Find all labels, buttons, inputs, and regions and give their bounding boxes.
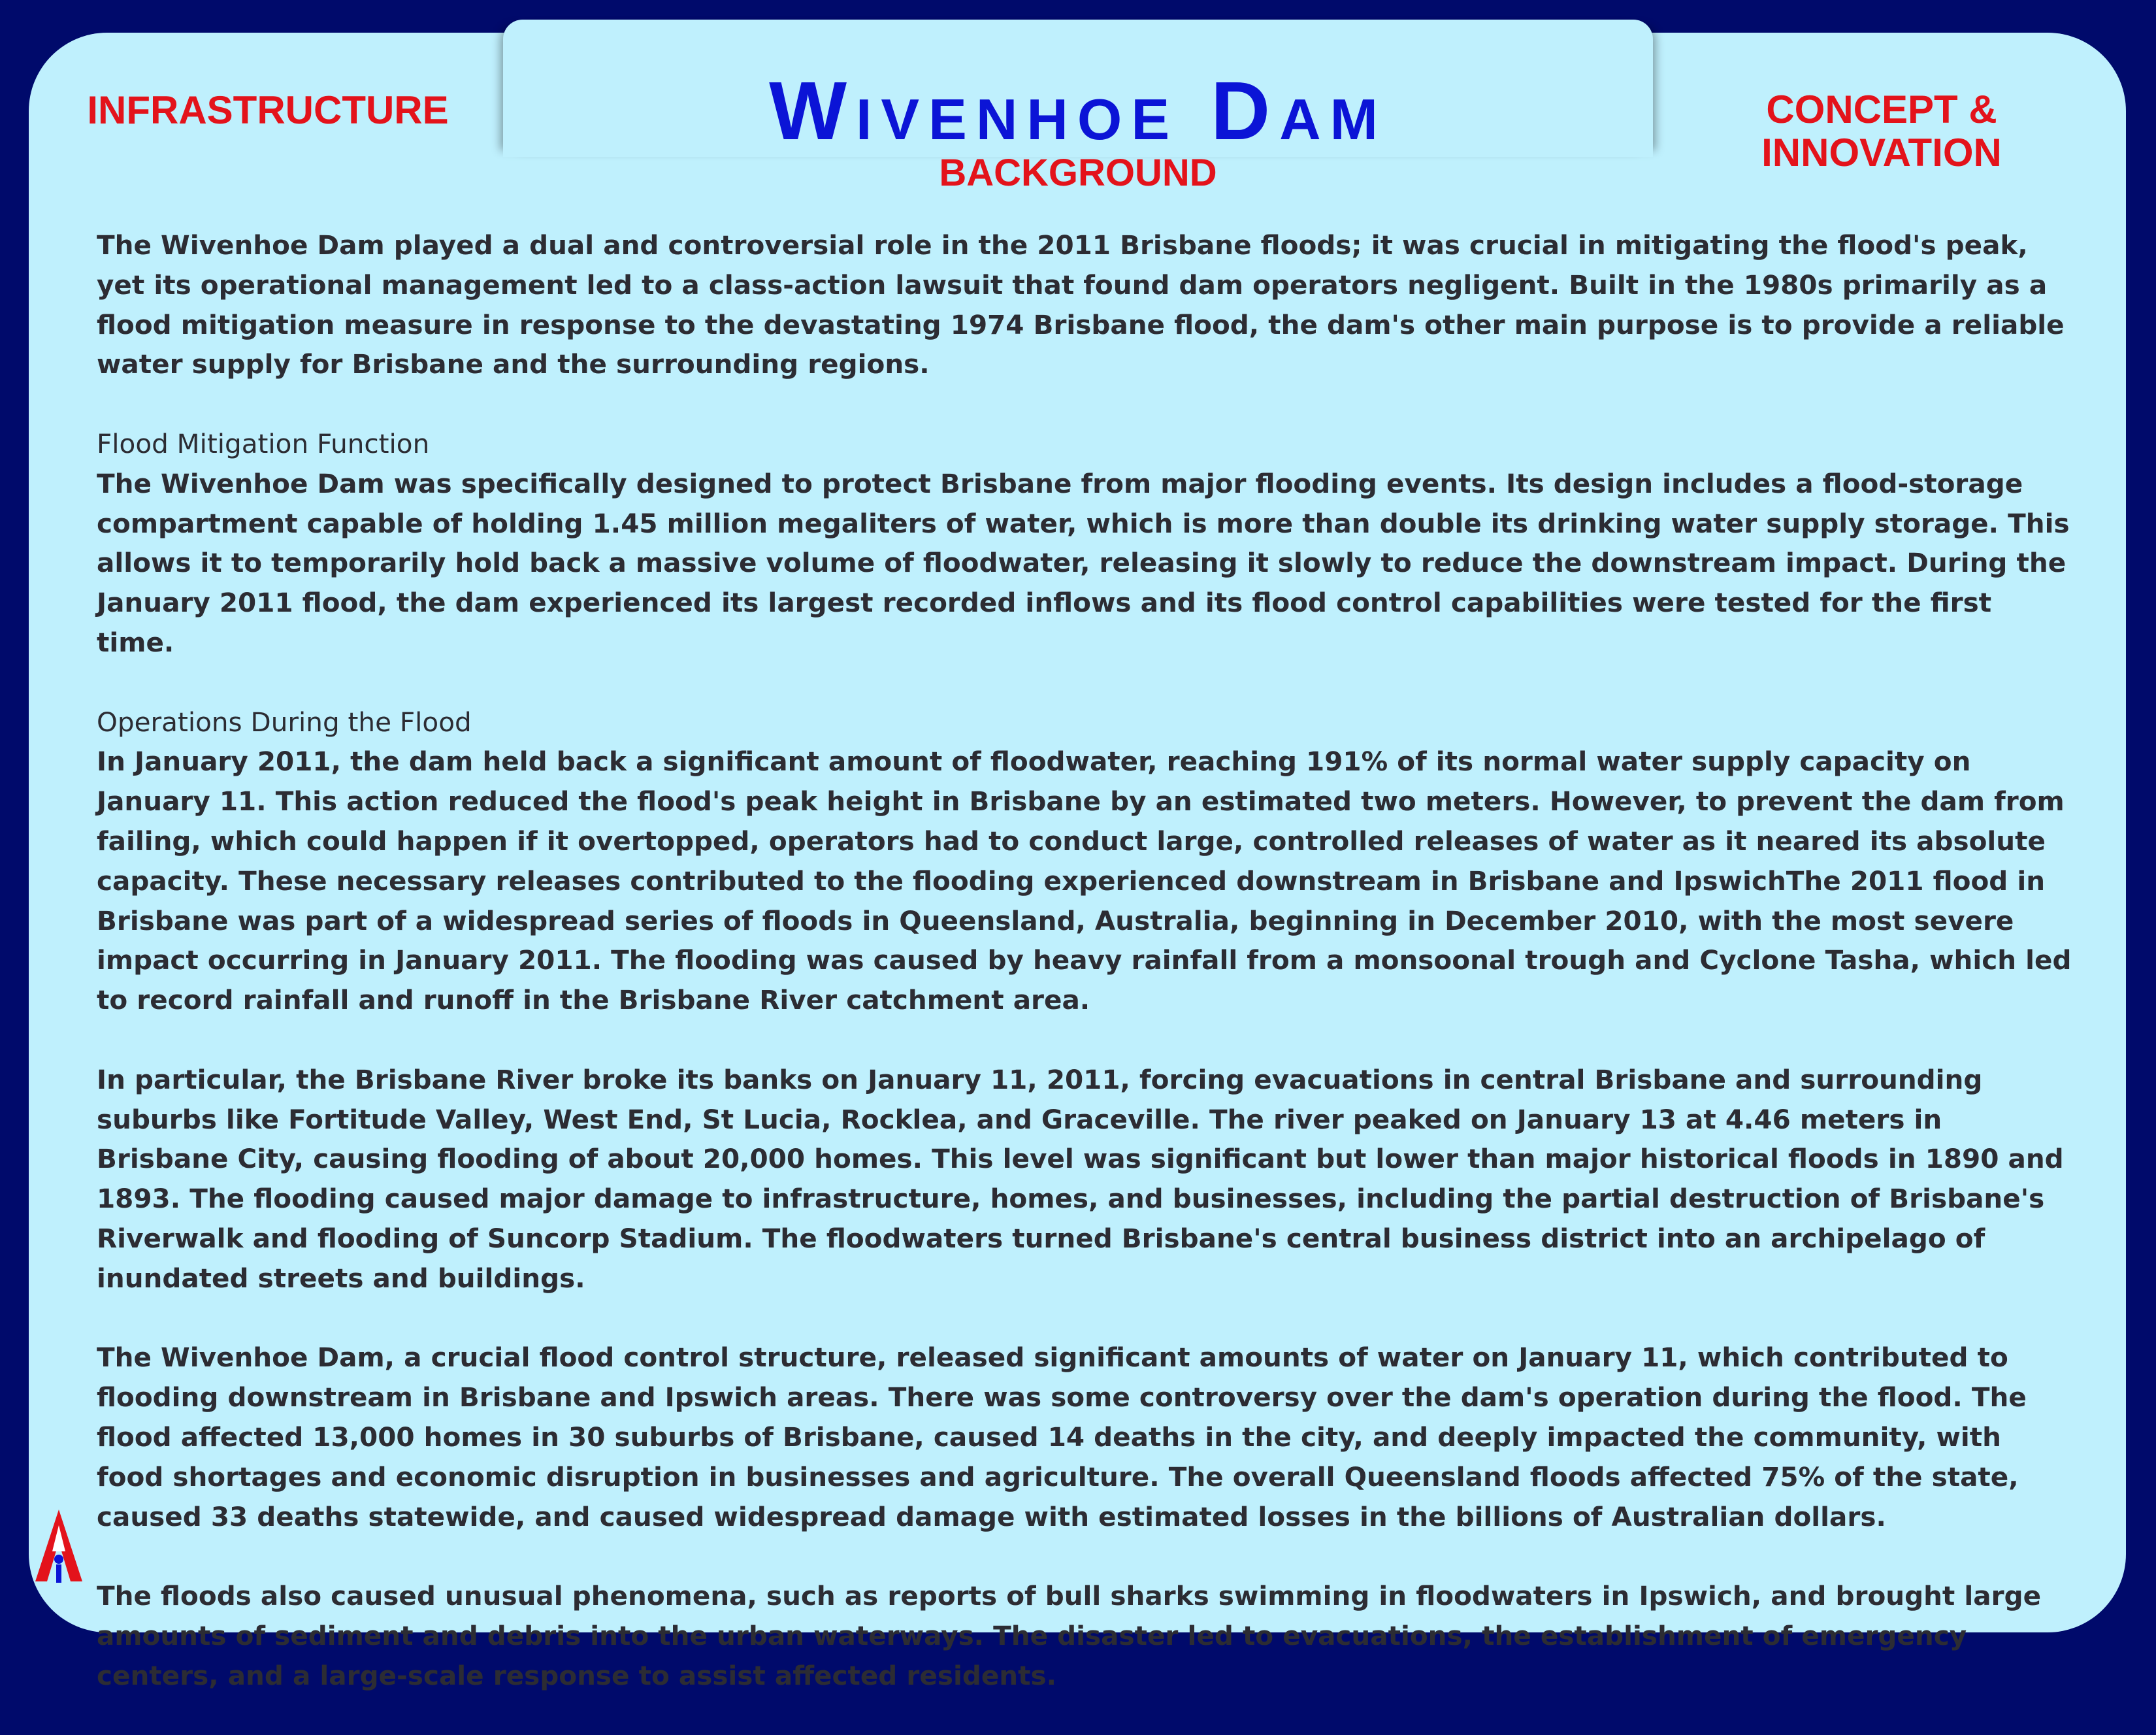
flood-mitigation-paragraph: The Wivenhoe Dam was specifically designed to protect Brisbane from major flooding events. Its design includes a flood-storage compartment capable of holding 1.45 million megaliters of water, which is more than double its drinking water supply storage. This allows it to temporarily hold back a massive volume of floodwater, releasing it slowly to reduce the downstream impact. During the January 2011 flood, the dam experienced its largest recorded inflows and its flood control capabilities were tested for the first time.: [97, 467, 2070, 658]
red-a-logo-icon: [34, 1508, 84, 1587]
section-heading-flood-mitigation: Flood Mitigation Function: [97, 427, 430, 459]
brisbane-river-paragraph: In particular, the Brisbane River broke its banks on January 11, 2011, forcing evacuations in central Brisbane and surrounding suburbs like Fortitude Valley, West End, St Lucia, Rocklea, and Graceville. The river peaked on January 13 at 4.46 meters in Brisbane City, causing flooding of about 20,000 homes. This level was significant but lower than major historical floods in 1890 and 1893. The flooding caused major damage to infrastructure, homes, and businesses, including the partial destruction of Brisbane's Riverwalk and flooding of Suncorp Stadium. The floodwaters turned Brisbane's central business district into an archipelago of inundated streets and buildings.: [97, 1063, 2064, 1294]
page-title: Wivenhoe Dam: [769, 65, 1387, 157]
section-heading-operations: Operations During the Flood: [97, 706, 472, 738]
intro-paragraph: The Wivenhoe Dam played a dual and controversial role in the 2011 Brisbane floods; it was crucial in mitigating the flood's peak, yet its operational management led to a class-action lawsuit that found dam operators negligent. Built in the 1980s primarily as a flood mitigation measure in response to the devastating 1974 Brisbane flood, the dam's other main purpose is to provide a reliable water supply for Brisbane and the surrounding regions.: [97, 229, 2065, 380]
operations-paragraph: In January 2011, the dam held back a significant amount of floodwater, reaching 191% of its normal water supply capacity on January 11. This action reduced the flood's peak height in Brisbane by an estimated two meters. However, to prevent the dam from failing, which could happen if it overtopped, operators had to conduct large, controlled releases of water as it neared its absolute capacity. These necessary releases contributed to the flooding experienced downstream in Brisbane and IpswichThe 2011 flood in Brisbane was part of a widespread series of floods in Queensland, Australia, beginning in December 2010, with the most severe impact occurring in January 2011. The flooding was caused by heavy rainfall from a monsoonal trough and Cyclone Tasha, which led to record rainfall and runoff in the Brisbane River catchment area.: [97, 746, 2072, 1016]
category-tag-infrastructure: INFRASTRUCTURE: [87, 88, 449, 132]
category-tag-concept-innovation: CONCEPT & INNOVATION: [1761, 88, 2002, 174]
article-body: [97, 225, 2076, 1735]
phenomena-paragraph: The floods also caused unusual phenomena, such as reports of bull sharks swimming in floodwaters in Ipswich, and brought large amounts of sediment and debris into the urban waterways. The disaster led to evacuations, the establishment of emergency centers, and a large-scale response to assist affected residents.: [97, 1580, 2042, 1691]
page-subtitle: BACKGROUND: [939, 152, 1217, 194]
dam-release-paragraph: The Wivenhoe Dam, a crucial flood control structure, released significant amounts of water on January 11, which contributed to flooding downstream in Brisbane and Ipswich areas. There was some controversy over the dam's operation during the flood. The flood affected 13,000 homes in 30 suburbs of Brisbane, caused 14 deaths in the city, and deeply impacted the community, with food shortages and economic disruption in businesses and agriculture. The overall Queensland floods affected 75% of the state, caused 33 deaths statewide, and caused widespread damage with estimated losses in the billions of Australian dollars.: [97, 1342, 2027, 1532]
